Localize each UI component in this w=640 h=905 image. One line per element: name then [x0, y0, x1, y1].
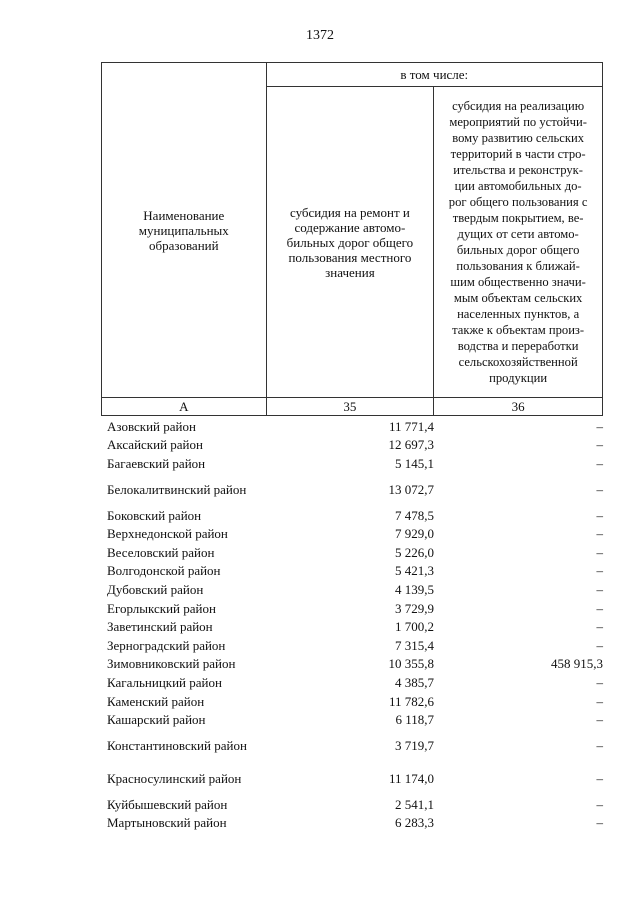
column-header-36-line: твердым покрытием, ве-	[452, 211, 584, 225]
table-row	[101, 814, 609, 833]
district-name: Верхнедонской район	[107, 526, 228, 542]
column-header-36-line: субсидия на реализацию	[452, 99, 585, 113]
column-header-36-line: также к объектам произ-	[452, 323, 585, 337]
district-name: Волгодонской район	[107, 563, 221, 579]
column-code-a: А	[102, 398, 267, 416]
table-row	[101, 524, 609, 543]
column-header-36-line: вому развитию сельских	[452, 131, 585, 145]
table-row	[101, 599, 609, 618]
table-row	[101, 506, 609, 525]
table-row	[101, 543, 609, 562]
column-header-name-text: Наименование муниципальных образований	[138, 207, 229, 253]
value-36: –	[596, 526, 603, 542]
value-35: 1 700,2	[395, 619, 434, 635]
value-35: 7 315,4	[395, 637, 434, 653]
value-35: 5 421,3	[395, 563, 434, 579]
table-row	[101, 710, 609, 729]
table-row	[101, 436, 609, 455]
district-name: Заветинский район	[107, 619, 213, 635]
value-35: 7 929,0	[395, 526, 434, 542]
district-name: Белокалитвинский район	[107, 481, 247, 497]
district-name: Боковский район	[107, 507, 202, 523]
value-36: –	[596, 563, 603, 579]
value-35: 6 283,3	[395, 815, 434, 831]
value-36: –	[596, 770, 603, 786]
column-header-36	[434, 87, 603, 398]
column-header-36-line: мым объектам сельских	[453, 291, 583, 305]
column-header-36-line: пользования к ближай-	[456, 259, 580, 273]
column-header-36-line: ительства и реконструк-	[453, 163, 583, 177]
value-36: –	[596, 600, 603, 616]
value-35: 11 771,4	[388, 418, 434, 434]
column-header-36-line: шим общественно значи-	[450, 275, 586, 289]
district-name: Азовский район	[107, 418, 196, 434]
column-header-36-line: мероприятий по устойчи-	[449, 115, 587, 129]
value-36: –	[596, 437, 603, 453]
value-36: –	[596, 481, 603, 497]
value-36: –	[596, 674, 603, 690]
district-name: Мартыновский район	[107, 815, 227, 831]
value-36: –	[596, 796, 603, 812]
column-header-36-line: населенных пунктов, а	[457, 307, 580, 321]
value-35: 4 385,7	[395, 674, 434, 690]
district-name: Каменский район	[107, 693, 205, 709]
district-name: Веселовский район	[107, 544, 215, 560]
value-36: –	[596, 693, 603, 709]
column-header-36-line: продукции	[489, 371, 548, 385]
column-header-35	[266, 87, 434, 398]
table-row	[101, 692, 609, 711]
table-row	[101, 762, 609, 795]
table-row	[101, 580, 609, 599]
column-header-36-text	[434, 98, 602, 386]
data-table	[101, 417, 609, 832]
table-row	[101, 617, 609, 636]
value-35: 5 145,1	[395, 455, 434, 471]
district-name: Аксайский район	[107, 437, 203, 453]
column-header-36-line: бильных дорог общего	[456, 243, 580, 257]
table-row	[101, 417, 609, 436]
district-name: Куйбышевский район	[107, 796, 228, 812]
district-name: Константиновский район	[107, 737, 247, 753]
value-36: 458 915,3	[551, 656, 603, 672]
value-36: –	[596, 712, 603, 728]
table-row	[101, 636, 609, 655]
value-35: 11 782,6	[388, 693, 434, 709]
value-36: –	[596, 737, 603, 753]
value-35: 10 355,8	[388, 656, 434, 672]
district-name: Красносулинский район	[107, 770, 242, 786]
column-group-including: в том числе:	[266, 63, 602, 87]
table-row	[101, 473, 609, 506]
value-36: –	[596, 455, 603, 471]
value-35: 3 729,9	[395, 600, 434, 616]
value-36: –	[596, 544, 603, 560]
column-header-36-line: сельскохозяйственной	[458, 355, 578, 369]
page-number: 1372	[306, 28, 334, 43]
district-name: Дубовский район	[107, 581, 204, 597]
value-35: 6 118,7	[395, 712, 434, 728]
column-header-36-line: водства и переработки	[457, 339, 579, 353]
column-header-36-line: рог общего пользования с	[448, 195, 588, 209]
column-header-36-line: ции автомобильных до-	[454, 179, 582, 193]
column-code-36: 36	[434, 398, 603, 416]
table-row	[101, 454, 609, 473]
district-name: Зерноградский район	[107, 637, 226, 653]
value-36: –	[596, 637, 603, 653]
value-35: 13 072,7	[388, 481, 434, 497]
value-36: –	[596, 815, 603, 831]
table-header	[101, 62, 603, 416]
value-35: 2 541,1	[395, 796, 434, 812]
district-name: Багаевский район	[107, 455, 206, 471]
value-36: –	[596, 418, 603, 434]
table-row	[101, 655, 609, 674]
column-header-name	[102, 63, 267, 398]
value-35: 12 697,3	[388, 437, 434, 453]
column-header-36-line: дущих от сети автомо-	[457, 227, 579, 241]
table-row	[101, 795, 609, 814]
column-header-36-line: территорий в части стро-	[450, 147, 586, 161]
table-row	[101, 562, 609, 581]
value-35: 3 719,7	[395, 737, 434, 753]
district-name: Егорлыкский район	[107, 600, 216, 616]
value-36: –	[596, 619, 603, 635]
value-35: 5 226,0	[395, 544, 434, 560]
table-row	[101, 729, 609, 762]
column-code-35: 35	[266, 398, 434, 416]
district-name: Зимовниковский район	[107, 656, 236, 672]
table-row	[101, 673, 609, 692]
value-35: 11 174,0	[388, 770, 434, 786]
value-36: –	[596, 507, 603, 523]
column-header-35-text: субсидия на ремонт и содержание автомо-бильных дорог общего пользования местного значения	[286, 204, 414, 280]
district-name: Кагальницкий район	[107, 674, 222, 690]
value-35: 4 139,5	[395, 581, 434, 597]
value-36: –	[596, 581, 603, 597]
district-name: Кашарский район	[107, 712, 206, 728]
value-35: 7 478,5	[395, 507, 434, 523]
